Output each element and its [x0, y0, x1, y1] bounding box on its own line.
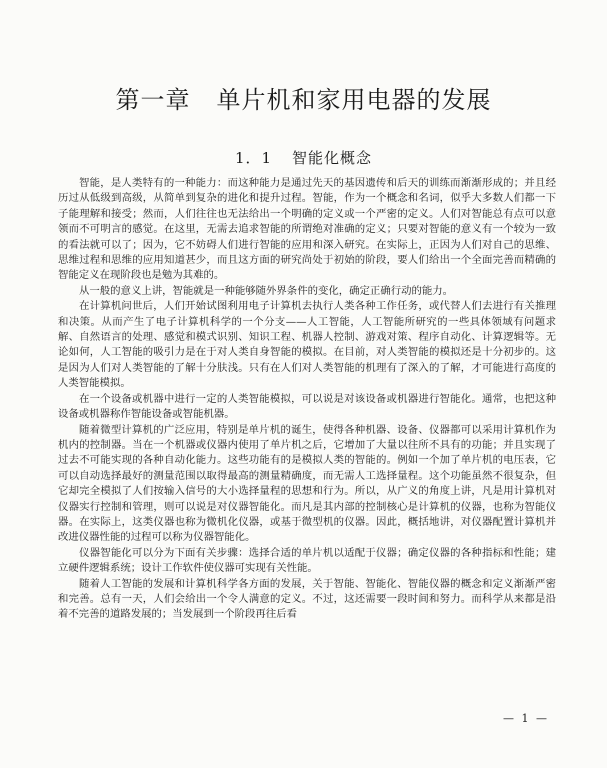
page-number: — 1 — [503, 712, 549, 725]
paragraph: 在计算机问世后，人们开始试图利用电子计算机去执行人类各种工作任务，或代替人们去进行有关推理和决策。从而产生了电子计算机科学的一个分支——人工智能，人工智能所研究的一些具体领域有问题求解、自然语言的处理、感觉和模式识别、知识工程、机器人控制、游戏对策、程序自动化、计算逻辑等。无论如何，人工智能的吸引力是在于对人类自身智能的模拟。在目前，对人类智能的模拟还是十分初步的。这是因为人们对人类智能的了解十分肤浅。只有在人们对人类智能的机理有了深入的了解，才可能进行高度的人类智能模拟。 [58, 300, 556, 390]
section-heading [0, 147, 607, 168]
section-number: 1．1 [234, 149, 273, 167]
paragraph: 仪器智能化可以分为下面有关步骤：选择合适的单片机以适配于仪器；确定仪器的各种指标和性能；建立硬件逻辑系统；设计工作软件使仪器可实现有关性能。 [58, 546, 556, 575]
paragraph: 从一般的意义上讲，智能就是一种能够随外界条件的变化，确定正确行动的能力。 [79, 284, 454, 297]
paragraph: 在一个设备或机器中进行一定的人类智能模拟，可以说是对该设备或机器进行智能化。通常，也把这种设备或机器称作智能设备或智能机器。 [58, 392, 556, 421]
chapter-title: 单片机和家用电器的发展 [216, 86, 492, 114]
paragraph: 智能，是人类特有的一种能力：而这种能力是通过先天的基因遗传和后天的训练而渐渐形成的；并且经历过从低级到高级，从简单到复杂的进化和提升过程。智能，作为一个概念和名词，似乎大多数人们都一下子能理解和接受；然而，人们往往也无法给出一个明确的定义或一个严密的定义。人们对智能总有点可以意领而不可明言的感觉。在这里，无需去追求智能的所谓绝对准确的定义；只要对智能的意义有一个较为一致的看法就可以了；因为，它不妨碍人们进行智能的应用和深入研究。在实际上，正因为人们对自己的思维、思维过程和思维的应用知道甚少，而且这方面的研究尚处于初始的阶段，要人们给出一个全面完善而精确的智能定义在现阶段也是勉为其难的。 [58, 177, 556, 282]
chapter-number: 第一章 [115, 86, 191, 114]
chapter-heading [0, 80, 607, 115]
paragraph: 随着人工智能的发展和计算机科学各方面的发展，关于智能、智能化、智能仪器的概念和定义渐渐严密和完善。总有一天，人们会给出一个令人满意的定义。不过，这还需要一段时间和努力。而科学从来都是沿着不完善的道路发展的；当发展到一个阶段再往后看 [58, 577, 556, 621]
section-title: 智能化概念 [292, 149, 373, 167]
body-text [58, 176, 556, 623]
paragraph: 随着微型计算机的广泛应用，特别是单片机的诞生，使得各种机器、设备、仪器都可以采用计算机作为机内的控制器。当在一个机器或仪器内使用了单片机之后，它增加了大量以往所不具有的功能；并且实现了过去不可能实现的各种自动化能力。这些功能有的是模拟人类的智能的。例如一个加了单片机的电压表，它可以自动选择最好的测量范围以取得最高的测量精确度，而无需人工选择量程。这个功能虽然不很复杂，但它却完全模拟了人们按输入信号的大小选择量程的思想和行为。所以，从广义的角度上讲，凡是用计算机对仪器实行控制和管理，则可以说是对仪器智能化。而凡是其内部的控制核心是计算机的仪器，也称为智能仪器。在实际上，这类仪器也称为微机化仪器，或基于微型机的仪器。因此，概括地讲，对仪器配置计算机并改进仪器性能的过程可以称为仪器智能化。 [58, 423, 556, 544]
